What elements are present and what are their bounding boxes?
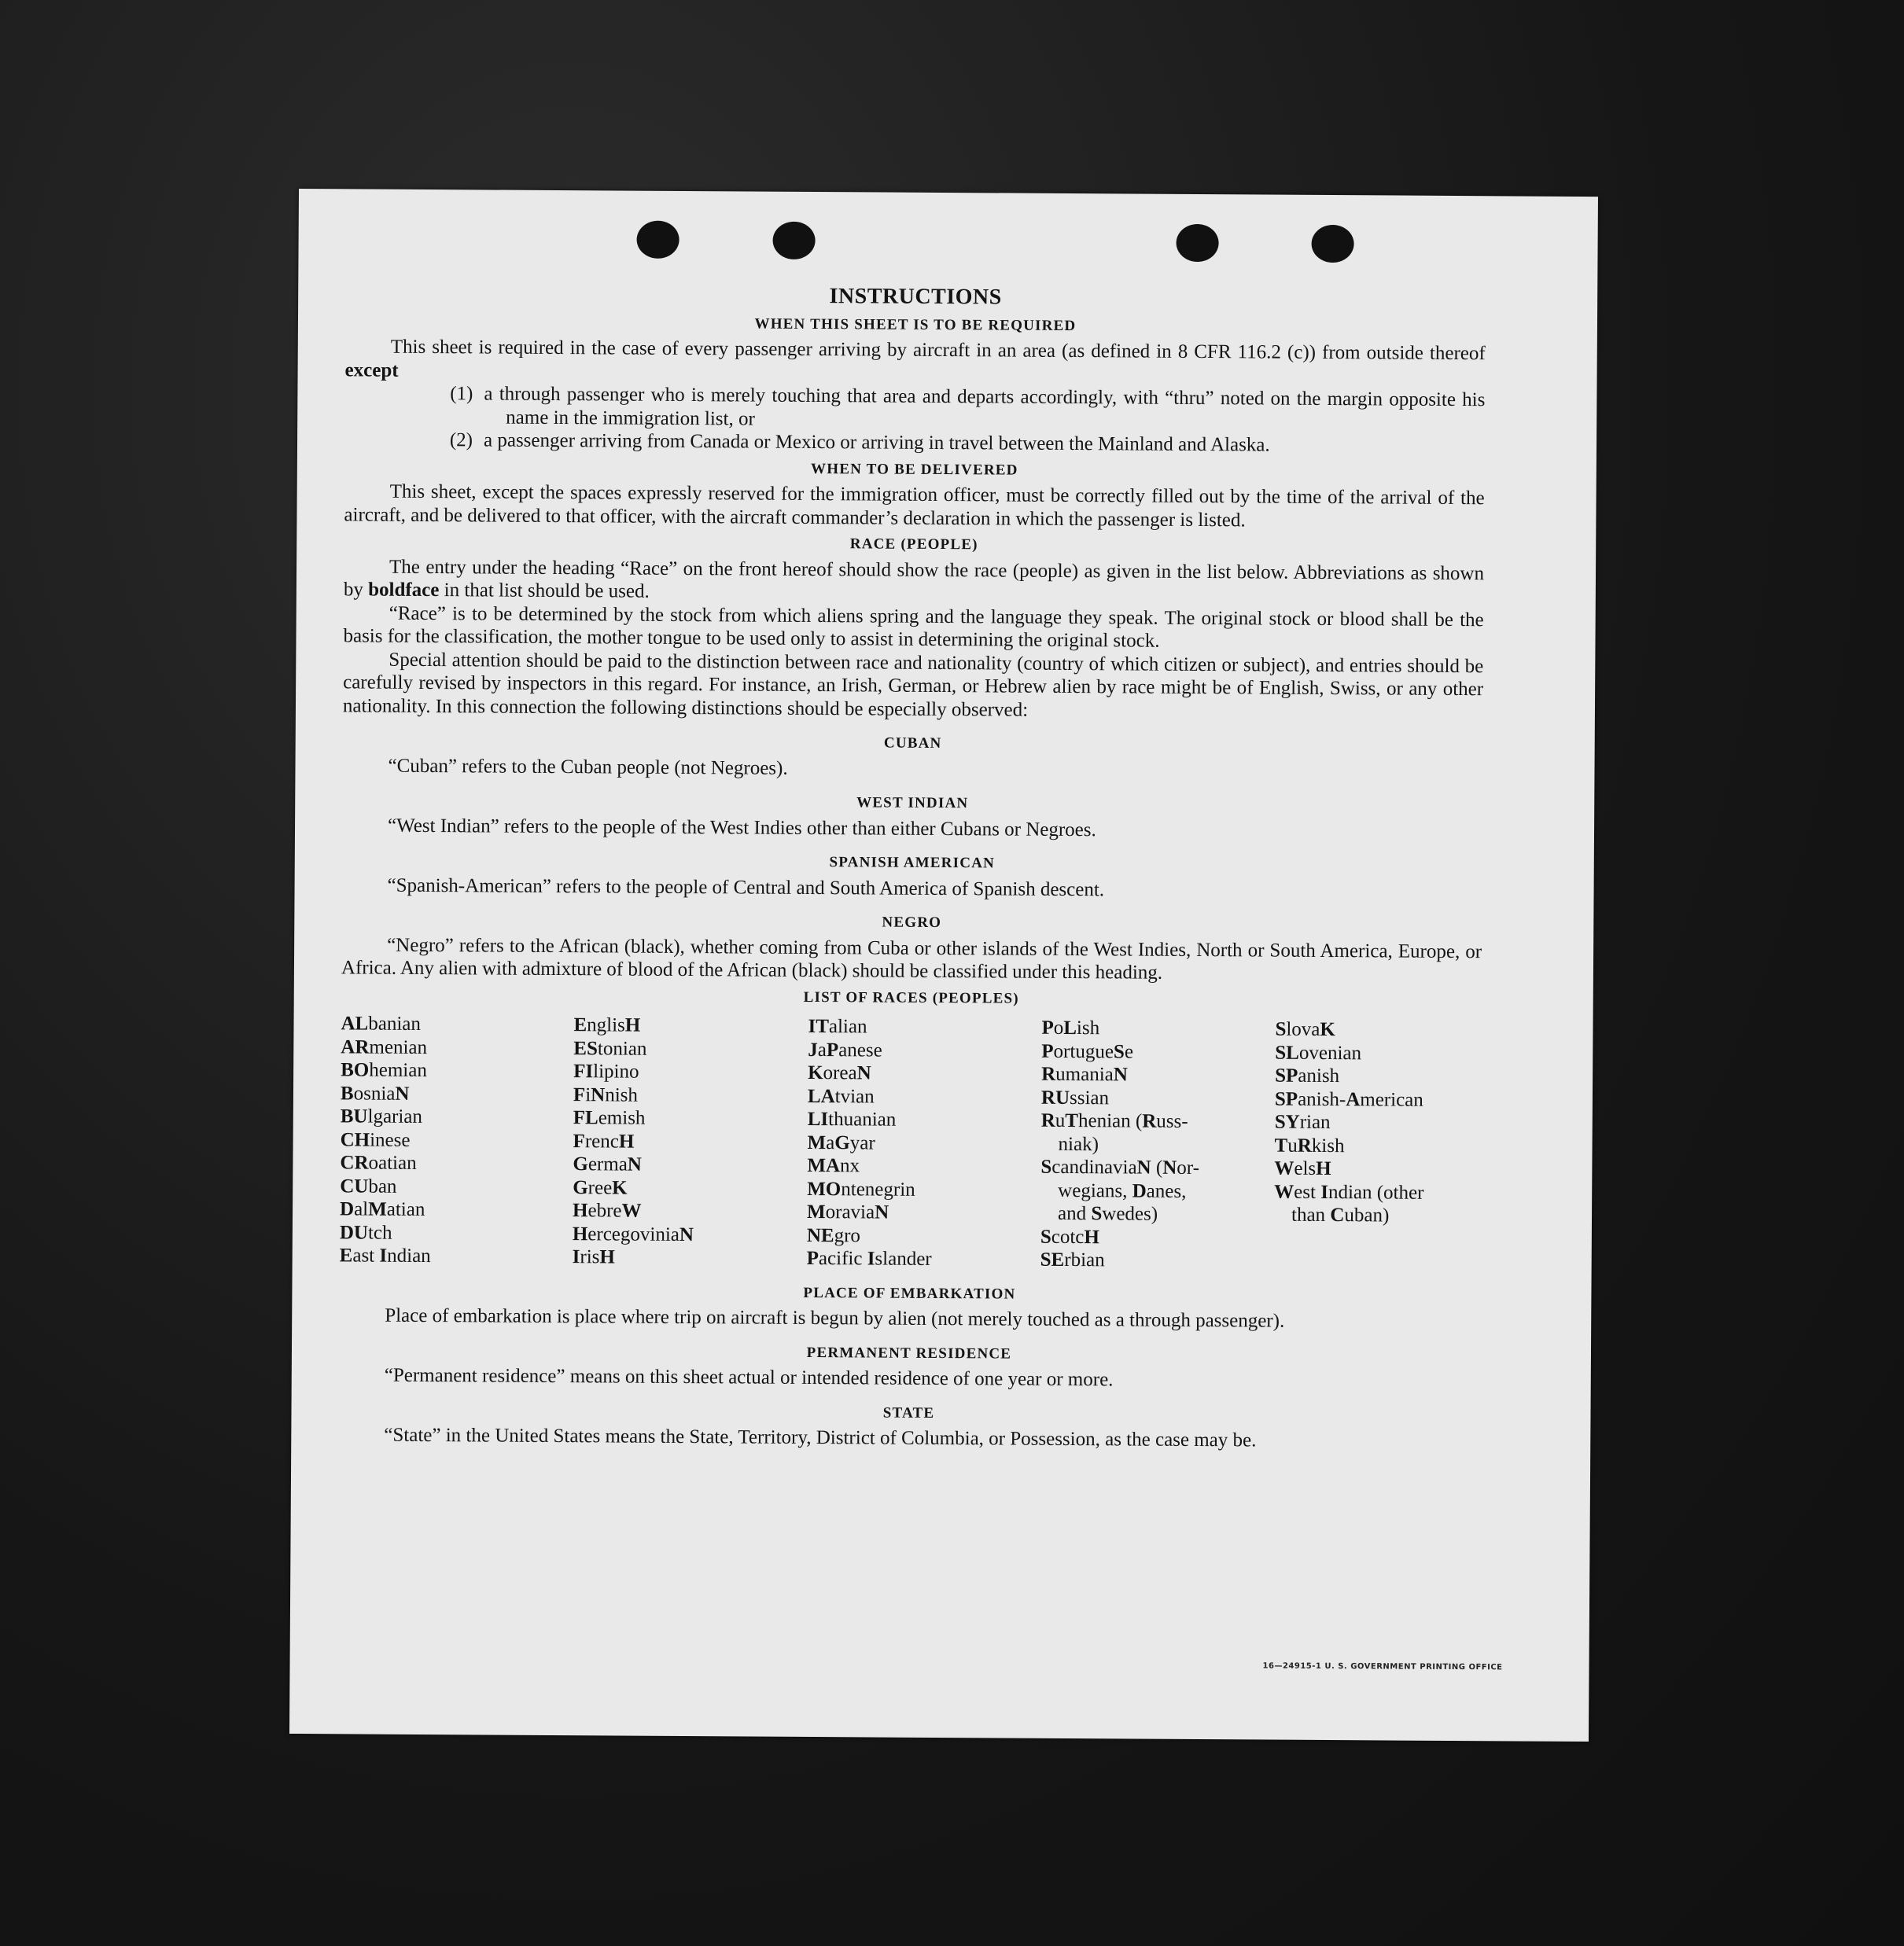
document-sheet xyxy=(289,189,1598,1742)
paragraph: “Race” is to be determined by the stock from which aliens spring and the language they speak. The original stock or blood shall be the basis for the classification, the mother tongue to be used only to assist in determining the original stock. xyxy=(343,602,1484,652)
section-heading: PERMANENT RESIDENCE xyxy=(806,1344,1012,1363)
race-entry: TuRkish xyxy=(1274,1135,1345,1157)
race-entry: SPanish xyxy=(1275,1065,1340,1087)
race-entry: CHinese xyxy=(340,1128,411,1151)
race-entry: EStonian xyxy=(573,1037,647,1060)
race-entry: PortugueSe xyxy=(1041,1040,1134,1063)
race-entry: SlovaK xyxy=(1275,1018,1335,1041)
race-entry: FLemish xyxy=(573,1107,646,1129)
punch-hole xyxy=(772,222,815,259)
race-entry: GermaN xyxy=(573,1153,642,1175)
race-entry: FIlipino xyxy=(573,1061,639,1083)
paragraph: Special attention should be paid to the distinction between race and nationality (country of which citizen or subject), and entries should be carefully revised by inspectors in this regard. For instance, an Irish, German, or Hebrew alien by race might be of English, Swiss, or any other nationality. In this connection the following distinctions should be especially observed: xyxy=(342,649,1484,721)
race-entry: PoLish xyxy=(1041,1017,1100,1039)
race-entry: KoreaN xyxy=(808,1061,871,1084)
race-entry: RUssian xyxy=(1040,1087,1110,1109)
race-entry: ScandinaviaN (Nor- xyxy=(1040,1156,1200,1179)
race-entry: ITalian xyxy=(808,1015,867,1038)
race-entry: LIthuanian xyxy=(807,1108,897,1131)
races-list xyxy=(340,1012,1482,1274)
paragraph: “West Indian” refers to the people of the West Indies other than either Cubans or Negroes. xyxy=(387,815,1096,841)
section-heading: CUBAN xyxy=(883,734,942,752)
race-entry: niak) xyxy=(1058,1133,1099,1155)
race-entry: LAtvian xyxy=(807,1085,875,1107)
race-entry: SPanish-American xyxy=(1274,1088,1423,1111)
race-entry: than Cuban) xyxy=(1291,1204,1390,1227)
race-entry: DUtch xyxy=(339,1221,392,1244)
paragraph: This sheet is required in the case of every passenger arriving by aircraft in an area (as defined in 8 CFR 116.2 (c)) from outside thereof except xyxy=(344,336,1486,381)
race-entry: BosniaN xyxy=(340,1082,410,1105)
race-entry: West Indian (other xyxy=(1274,1181,1424,1204)
races-column xyxy=(1274,1018,1482,1275)
section-heading: PLACE OF EMBARKATION xyxy=(803,1284,1016,1303)
races-column xyxy=(340,1012,574,1268)
race-entry: EnglisH xyxy=(573,1014,641,1036)
races-column xyxy=(807,1015,1042,1271)
race-entry: NEgro xyxy=(806,1224,861,1246)
page-title: INSTRUCTIONS xyxy=(829,284,1002,310)
race-entry: FrencH xyxy=(573,1130,635,1153)
race-entry: SLovenian xyxy=(1275,1042,1362,1064)
paragraph: This sheet, except the spaces expressly reserved for the immigration officer, must be correctly filled out by the time of the arrival of the aircraft, and be delivered to that officer, with the aircraft commander’s declaration in which the passenger is listed. xyxy=(344,480,1485,531)
race-entry: SErbian xyxy=(1040,1249,1105,1271)
race-entry: IrisH xyxy=(572,1246,615,1268)
section-heading: LIST OF RACES (PEOPLES) xyxy=(803,988,1019,1007)
race-entry: CRoatian xyxy=(340,1152,417,1174)
race-entry: GreeK xyxy=(573,1176,628,1199)
punch-hole xyxy=(1176,224,1218,262)
race-entry: ALbanian xyxy=(341,1013,421,1035)
section-heading: SPANISH AMERICAN xyxy=(829,854,996,872)
section-heading: RACE (PEOPLE) xyxy=(849,535,978,554)
race-entry: ARmenian xyxy=(341,1036,428,1058)
section-heading: STATE xyxy=(882,1404,935,1422)
race-entry: MoraviaN xyxy=(806,1201,889,1223)
race-entry: BOhemian xyxy=(341,1059,427,1082)
list-item: (1) a through passenger who is merely touching that area and departs accordingly, with “thru” noted on the margin opposite his name in the immigration list, or xyxy=(450,383,1486,430)
paragraph: The entry under the heading “Race” on the front hereof should show the race (people) as given in the list below. Abbreviations as shown by boldface in that list should be used. xyxy=(343,556,1485,602)
race-entry: Pacific Islander xyxy=(806,1247,932,1270)
race-entry: ScotcH xyxy=(1040,1226,1099,1248)
race-entry: RumaniaN xyxy=(1041,1063,1128,1086)
race-entry: RuThenian (Russ- xyxy=(1040,1109,1188,1132)
race-entry: MOntenegrin xyxy=(807,1178,915,1201)
race-entry: MAnx xyxy=(807,1154,860,1177)
list-item: (2) a passenger arriving from Canada or Mexico or arriving in travel between the Mainland and Alaska. xyxy=(449,429,1270,456)
race-entry: MaGyar xyxy=(807,1131,875,1153)
race-entry: DalMatian xyxy=(339,1198,425,1221)
section-heading: WEST INDIAN xyxy=(856,794,969,812)
race-entry: East Indian xyxy=(339,1245,431,1267)
punch-hole xyxy=(1311,225,1353,263)
race-entry: FiNnish xyxy=(573,1083,639,1106)
paragraph: “Negro” refers to the African (black), whether coming from Cuba or other islands of the West Indies, North or South America, Europe, or Africa. Any alien with admixture of blood of the African (black) should be classified under this heading. xyxy=(341,934,1482,984)
paragraph: “Cuban” refers to the Cuban people (not Negroes). xyxy=(388,755,788,779)
punch-hole xyxy=(636,221,679,259)
section-heading: WHEN TO BE DELIVERED xyxy=(811,460,1018,479)
section-heading: WHEN THIS SHEET IS TO BE REQUIRED xyxy=(754,315,1077,334)
race-entry: wegians, Danes, xyxy=(1058,1179,1187,1202)
race-entry: SYrian xyxy=(1274,1111,1331,1134)
section-heading: NEGRO xyxy=(882,914,942,932)
paragraph: “Permanent residence” means on this sheet actual or intended residence of one year or more. xyxy=(384,1364,1114,1391)
race-entry: CUban xyxy=(340,1175,397,1197)
print-code: 16—24915-1 U. S. GOVERNMENT PRINTING OFFICE xyxy=(1262,1661,1503,1672)
races-column xyxy=(1040,1017,1276,1273)
paragraph: “State” in the United States means the State, Territory, District of Columbia, or Possession, as the case may be. xyxy=(384,1424,1257,1451)
race-entry: HebreW xyxy=(572,1200,642,1222)
paragraph: “Spanish-American” refers to the people of Central and South America of Spanish descent. xyxy=(387,874,1105,900)
paragraph: Place of embarkation is place where trip on aircraft is begun by alien (not merely touched as a through passenger). xyxy=(385,1304,1285,1332)
race-entry: and Swedes) xyxy=(1057,1202,1158,1225)
race-entry: JaPanese xyxy=(808,1039,882,1061)
race-entry: BUlgarian xyxy=(340,1105,423,1128)
instructions-text xyxy=(338,281,1486,1453)
race-entry: WelsH xyxy=(1274,1157,1331,1180)
races-column xyxy=(573,1013,808,1270)
race-entry: HercegoviniaN xyxy=(572,1223,694,1245)
